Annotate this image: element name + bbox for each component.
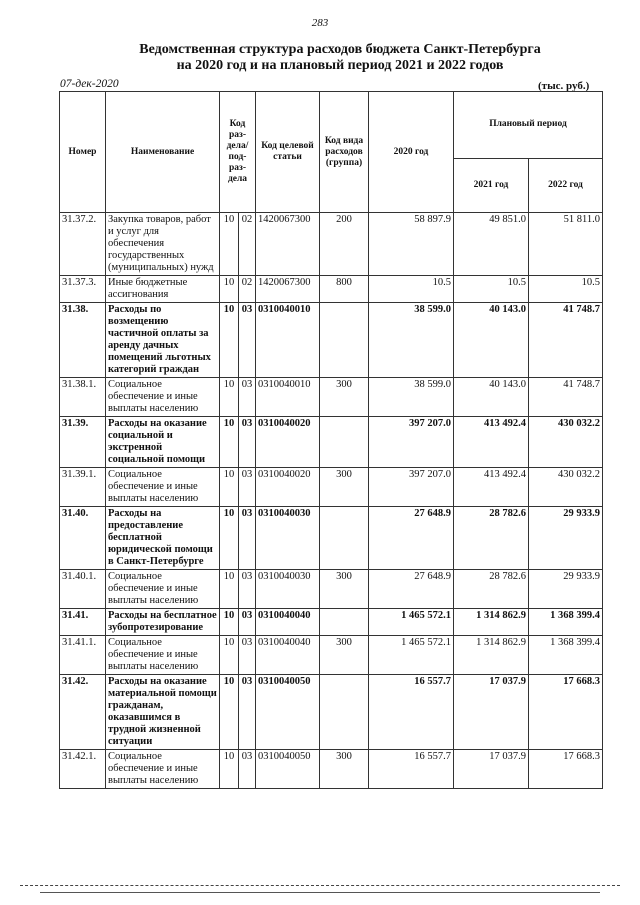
row-value-2021: 413 492.4 xyxy=(454,468,529,507)
table-row xyxy=(60,417,603,468)
table-row xyxy=(60,609,603,636)
table-row xyxy=(60,303,603,378)
row-section: 10 xyxy=(220,675,239,750)
row-number: 31.39. xyxy=(60,417,106,468)
row-expense-type: 800 xyxy=(320,276,369,303)
page-number: 283 xyxy=(311,17,329,29)
row-value-2020: 16 557.7 xyxy=(369,675,454,750)
row-section: 10 xyxy=(220,303,239,378)
row-subsection: 03 xyxy=(239,636,256,675)
row-number: 31.40. xyxy=(60,507,106,570)
title-line-1: Ведомственная структура расходов бюджета Санкт-Петербурга xyxy=(139,42,541,57)
row-value-2020: 27 648.9 xyxy=(369,507,454,570)
row-value-2020: 397 207.0 xyxy=(369,468,454,507)
header-expense-type: Код вида расходов (группа) xyxy=(320,92,369,213)
row-value-2022: 430 032.2 xyxy=(529,417,603,468)
row-section: 10 xyxy=(220,276,239,303)
row-section: 10 xyxy=(220,609,239,636)
row-expense-type: 200 xyxy=(320,213,369,276)
row-number: 31.41.1. xyxy=(60,636,106,675)
row-target-code: 0310040030 xyxy=(256,570,320,609)
row-subsection: 03 xyxy=(239,507,256,570)
row-target-code: 0310040020 xyxy=(256,468,320,507)
row-name: Расходы по возмещению частичной оплаты за аренду дачных помещений льготных категорий граждан xyxy=(106,303,220,378)
row-value-2021: 40 143.0 xyxy=(454,303,529,378)
table-body xyxy=(60,213,603,789)
row-target-code: 0310040010 xyxy=(256,303,320,378)
row-expense-type xyxy=(320,303,369,378)
row-value-2020: 10.5 xyxy=(369,276,454,303)
row-value-2022: 17 668.3 xyxy=(529,675,603,750)
row-name: Социальное обеспечение и иные выплаты населению xyxy=(106,750,220,789)
row-value-2022: 430 032.2 xyxy=(529,468,603,507)
row-subsection: 03 xyxy=(239,417,256,468)
row-expense-type: 300 xyxy=(320,750,369,789)
row-value-2021: 1 314 862.9 xyxy=(454,636,529,675)
row-name: Социальное обеспечение и иные выплаты населению xyxy=(106,570,220,609)
row-value-2022: 29 933.9 xyxy=(529,507,603,570)
row-name: Социальное обеспечение и иные выплаты населению xyxy=(106,468,220,507)
units-label: (тыс. руб.) xyxy=(538,80,590,92)
row-value-2021: 10.5 xyxy=(454,276,529,303)
row-target-code: 0310040040 xyxy=(256,636,320,675)
header-2020: 2020 год xyxy=(369,92,454,213)
row-value-2022: 1 368 399.4 xyxy=(529,609,603,636)
row-name: Закупка товаров, работ и услуг для обеспечения государственных (муниципальных) нужд xyxy=(106,213,220,276)
row-number: 31.39.1. xyxy=(60,468,106,507)
row-target-code: 0310040010 xyxy=(256,378,320,417)
row-subsection: 03 xyxy=(239,570,256,609)
row-section: 10 xyxy=(220,468,239,507)
row-subsection: 03 xyxy=(239,675,256,750)
row-expense-type: 300 xyxy=(320,570,369,609)
row-target-code: 0310040020 xyxy=(256,417,320,468)
row-value-2021: 40 143.0 xyxy=(454,378,529,417)
row-expense-type: 300 xyxy=(320,468,369,507)
row-section: 10 xyxy=(220,213,239,276)
row-name: Социальное обеспечение и иные выплаты населению xyxy=(106,636,220,675)
row-value-2020: 397 207.0 xyxy=(369,417,454,468)
table-row xyxy=(60,213,603,276)
row-value-2022: 17 668.3 xyxy=(529,750,603,789)
row-section: 10 xyxy=(220,417,239,468)
row-value-2021: 413 492.4 xyxy=(454,417,529,468)
row-subsection: 03 xyxy=(239,609,256,636)
row-value-2022: 51 811.0 xyxy=(529,213,603,276)
header-target-code: Код целевой статьи xyxy=(256,92,320,213)
header-name: Наименование xyxy=(106,92,220,213)
row-value-2022: 10.5 xyxy=(529,276,603,303)
row-value-2021: 28 782.6 xyxy=(454,507,529,570)
row-subsection: 03 xyxy=(239,468,256,507)
title-line-2: на 2020 год и на плановый период 2021 и 2022 годов xyxy=(176,58,504,73)
header-number: Номер xyxy=(60,92,106,213)
row-target-code: 0310040030 xyxy=(256,507,320,570)
header-2021: 2021 год xyxy=(454,158,529,212)
row-value-2022: 41 748.7 xyxy=(529,303,603,378)
header-2022: 2022 год xyxy=(529,158,603,212)
row-name: Расходы на предоставление бесплатной юридической помощи в Санкт-Петербурге xyxy=(106,507,220,570)
row-value-2020: 1 465 572.1 xyxy=(369,609,454,636)
row-value-2020: 27 648.9 xyxy=(369,570,454,609)
row-name: Расходы на бесплатное зубопротезирование xyxy=(106,609,220,636)
row-section: 10 xyxy=(220,636,239,675)
row-target-code: 0310040050 xyxy=(256,750,320,789)
row-value-2021: 28 782.6 xyxy=(454,570,529,609)
row-subsection: 02 xyxy=(239,213,256,276)
row-expense-type: 300 xyxy=(320,636,369,675)
row-target-code: 0310040040 xyxy=(256,609,320,636)
table-row xyxy=(60,750,603,789)
row-name: Социальное обеспечение и иные выплаты населению xyxy=(106,378,220,417)
row-value-2022: 1 368 399.4 xyxy=(529,636,603,675)
row-number: 31.42. xyxy=(60,675,106,750)
header-section-code: Код раз-дела/ под-раз-дела xyxy=(220,92,256,213)
table-row xyxy=(60,507,603,570)
document-title xyxy=(60,42,620,74)
row-section: 10 xyxy=(220,507,239,570)
row-name: Расходы на оказание материальной помощи гражданам, оказавшимся в трудной жизненной ситуации xyxy=(106,675,220,750)
row-expense-type xyxy=(320,507,369,570)
row-value-2021: 17 037.9 xyxy=(454,750,529,789)
row-target-code: 1420067300 xyxy=(256,213,320,276)
row-target-code: 1420067300 xyxy=(256,276,320,303)
row-subsection: 03 xyxy=(239,378,256,417)
row-number: 31.37.2. xyxy=(60,213,106,276)
document-date: 07-дек-2020 xyxy=(60,78,119,90)
row-number: 31.37.3. xyxy=(60,276,106,303)
row-number: 31.38. xyxy=(60,303,106,378)
row-value-2020: 16 557.7 xyxy=(369,750,454,789)
row-expense-type xyxy=(320,417,369,468)
row-subsection: 03 xyxy=(239,303,256,378)
row-value-2020: 38 599.0 xyxy=(369,303,454,378)
row-number: 31.38.1. xyxy=(60,378,106,417)
row-expense-type: 300 xyxy=(320,378,369,417)
table-row xyxy=(60,675,603,750)
budget-table xyxy=(59,91,603,789)
row-value-2022: 29 933.9 xyxy=(529,570,603,609)
header-planned-period: Плановый период xyxy=(454,92,603,159)
table-row xyxy=(60,570,603,609)
row-subsection: 03 xyxy=(239,750,256,789)
footer-rule-2 xyxy=(40,892,600,893)
row-target-code: 0310040050 xyxy=(256,675,320,750)
footer-rule xyxy=(20,885,620,886)
row-number: 31.42.1. xyxy=(60,750,106,789)
table-row xyxy=(60,468,603,507)
row-section: 10 xyxy=(220,750,239,789)
row-section: 10 xyxy=(220,570,239,609)
table-row xyxy=(60,276,603,303)
row-value-2020: 1 465 572.1 xyxy=(369,636,454,675)
row-name: Расходы на оказание социальной и экстренной социальной помощи xyxy=(106,417,220,468)
row-value-2020: 38 599.0 xyxy=(369,378,454,417)
row-value-2021: 1 314 862.9 xyxy=(454,609,529,636)
row-number: 31.41. xyxy=(60,609,106,636)
row-expense-type xyxy=(320,609,369,636)
table-row xyxy=(60,636,603,675)
row-expense-type xyxy=(320,675,369,750)
row-value-2021: 49 851.0 xyxy=(454,213,529,276)
row-value-2020: 58 897.9 xyxy=(369,213,454,276)
table-row xyxy=(60,378,603,417)
row-name: Иные бюджетные ассигнования xyxy=(106,276,220,303)
row-subsection: 02 xyxy=(239,276,256,303)
row-number: 31.40.1. xyxy=(60,570,106,609)
row-value-2021: 17 037.9 xyxy=(454,675,529,750)
row-value-2022: 41 748.7 xyxy=(529,378,603,417)
row-section: 10 xyxy=(220,378,239,417)
